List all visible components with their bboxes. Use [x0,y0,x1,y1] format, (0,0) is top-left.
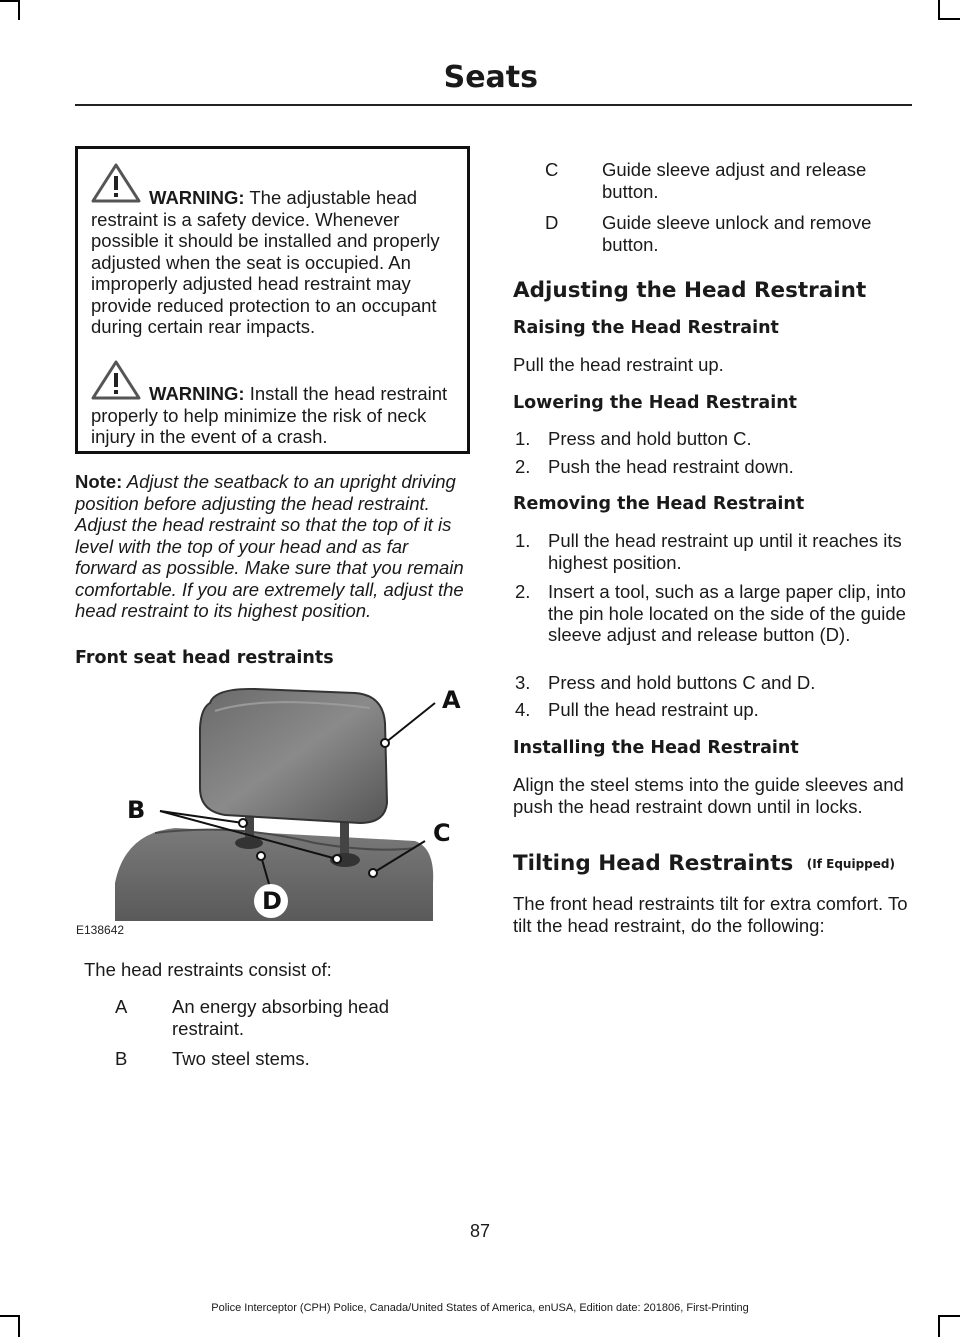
step-text: Press and hold button C. [548,428,752,449]
lowering-step [515,456,910,478]
note-label: Note: [75,471,123,492]
warning-text: Install the head restraint properly to help minimize the risk of neck injury in the event of a crash. [91,383,448,447]
part-a [115,996,435,1040]
part-b [115,1048,435,1070]
consist-intro: The head restraints consist of: [84,959,332,980]
step-number: 4. [515,699,531,720]
step-text: Push the head restraint down. [548,456,794,477]
crop-mark [0,0,20,2]
callout-d: D [262,887,282,915]
tilting-title-text: Tilting Head Restraints [513,851,794,876]
removing-step [515,672,910,694]
removing-step [515,530,910,574]
part-key: C [545,159,559,180]
part-c [545,159,915,203]
crop-mark [0,1315,20,1317]
raising-text: Pull the head restraint up. [513,354,724,375]
step-text: Pull the head restraint up. [548,699,759,720]
step-text: Insert a tool, such as a large paper clip, into the pin hole located on the side of the guide sleeve adjust and release button (D). [548,581,906,645]
front-seat-heading: Front seat head restraints [75,648,334,668]
figure-code: E138642 [76,923,125,937]
removing-step [515,581,910,669]
part-text: Guide sleeve unlock and remove button. [602,212,872,255]
part-text: An energy absorbing head restraint. [172,996,390,1039]
head-restraint-illustration [76,683,461,937]
crop-mark [938,18,960,20]
callout-b: B [127,796,146,824]
tilting-text: The front head restraints tilt for extra comfort. To tilt the head restraint, do the following: [513,893,908,936]
step-number: 2. [515,456,531,477]
crop-mark [18,1315,20,1337]
crop-mark [18,0,20,20]
page-number: 87 [469,1221,491,1241]
step-text: Pull the head restraint up until it reaches its highest position. [548,530,902,573]
installing-heading: Installing the Head Restraint [513,738,799,758]
part-key: D [545,212,559,233]
warning-label: WARNING: [149,383,245,404]
installing-text: Align the steel stems into the guide sleeves and push the head restraint down until in locks. [513,774,904,817]
header-rule [75,104,912,106]
part-key: A [115,996,128,1017]
tilting-qualifier: (If Equipped) [806,857,895,871]
part-key: B [115,1048,128,1069]
callout-c: C [433,819,451,847]
note-paragraph [75,471,475,622]
crop-mark [938,1315,940,1337]
tilting-title [513,851,895,876]
removing-step [515,699,910,721]
adjusting-title: Adjusting the Head Restraint [513,278,867,303]
lowering-step [515,428,910,450]
footer-edition: Police Interceptor (CPH) Police, Canada/United States of America, enUSA, Edition date: 201806, First-Printing [211,1302,749,1314]
step-number: 1. [515,530,531,551]
step-number: 1. [515,428,531,449]
crop-mark [938,1315,960,1317]
crop-mark [938,0,940,20]
warning-2 [91,383,471,448]
warning-text: The adjustable head restraint is a safety device. Whenever possible it should be installed and properly adjusted when the seat is occupied. An improperly adjusted head restraint may provide reduced protection to an occupant during certain rear impacts. [91,187,440,337]
removing-heading: Removing the Head Restraint [513,494,805,514]
warning-label: WARNING: [149,187,245,208]
step-text: Press and hold buttons C and D. [548,672,816,693]
part-text: Guide sleeve adjust and release button. [602,159,867,202]
note-text: Adjust the seatback to an upright driving position before adjusting the head restraint. Adjust the head restraint so that the top of it is level with the top of your head and as far forward as possible. Make sure that you remain comfortable. If you are extremely tall, adjust the head restraint to its highest position. [75,471,464,621]
step-number: 3. [515,672,531,693]
warning-box [75,146,470,454]
warning-1 [91,187,471,338]
page-title: Seats [443,60,538,95]
lowering-heading: Lowering the Head Restraint [513,393,798,413]
part-text: Two steel stems. [172,1048,310,1069]
step-number: 2. [515,581,531,602]
part-d [545,212,915,256]
callout-a: A [442,686,461,714]
raising-heading: Raising the Head Restraint [513,318,779,338]
